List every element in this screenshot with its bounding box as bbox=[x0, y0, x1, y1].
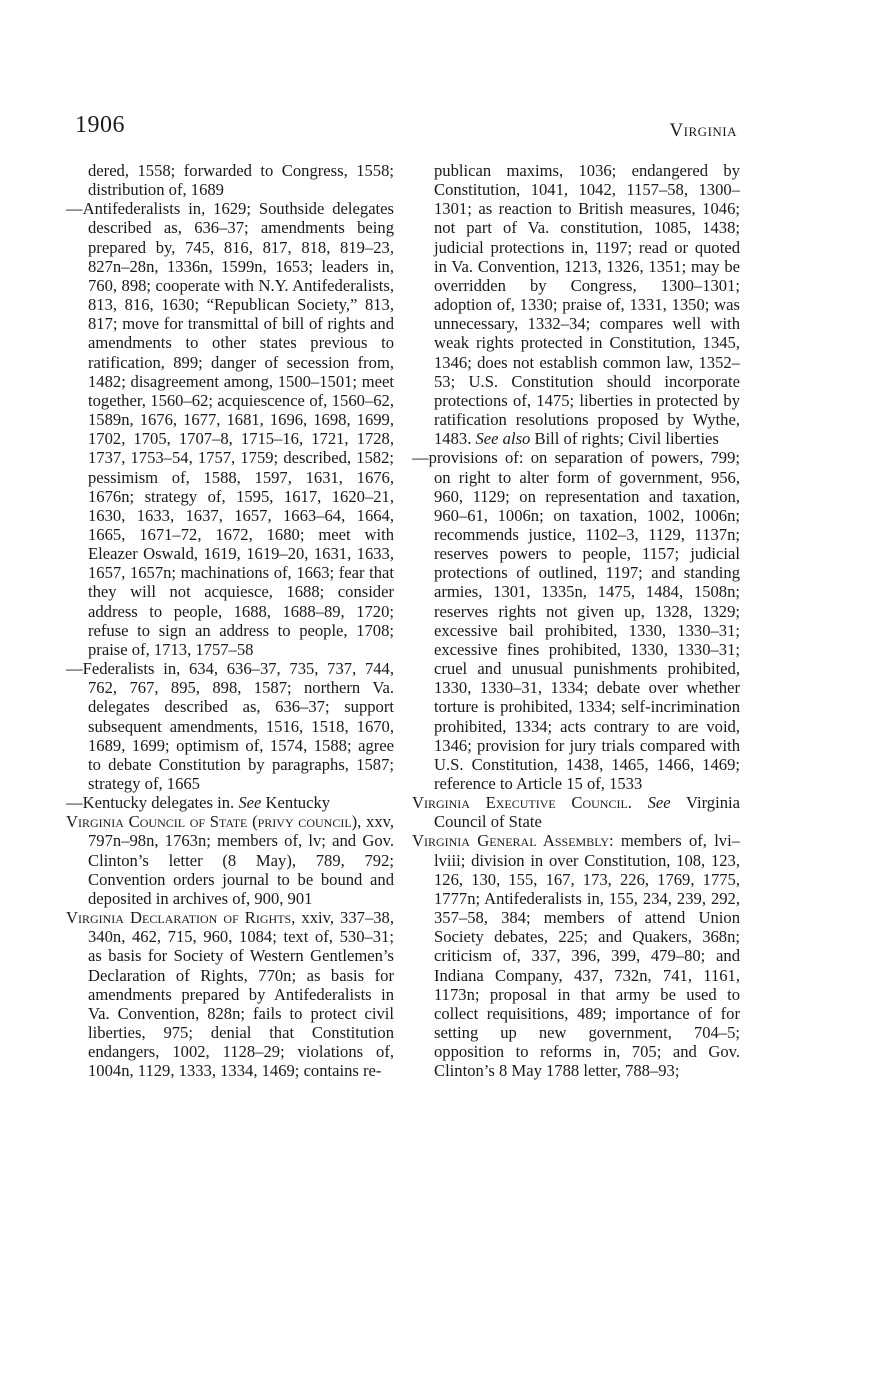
see-also-reference: See also bbox=[475, 429, 531, 449]
entry-virginia-executive-council bbox=[412, 793, 740, 831]
subentry-antifederalists: —Antifederalists in, 1629; Southside delegates described as, 636–37; amendments being prepared by, 745, 816, 817, 818, 819–23, 827n–28n, 1336n, 1599n, 1653; leaders in, 760, 898; cooperate with N.Y. Antifederalists, 813, 816, 1630; “Republican Society,” 813, 817; move for transmittal of bill of rights and amendments to other states previous to ratification, 899; danger of secession from, 1482; disagreement among, 1500–1501; meet together, 1560–62; acquiescence of, 1560–62, 1589n, 1676, 1677, 1681, 1696, 1698, 1699, 1702, 1705, 1707–8, 1715–16, 1721, 1728, 1737, 1753–54, 1757, 1759; described, 1582; pessimism of, 1588, 1597, 1631, 1676, 1676n; strategy of, 1595, 1617, 1620–21, 1630, 1633, 1637, 1657, 1663–64, 1664, 1665, 1671–72, 1672, 1680; meet with Eleazer Oswald, 1619, 1619–20, 1631, 1633, 1657, 1657n; machinations of, 1663; fear that they will not acquiesce, 1688; consider address to people, 1688, 1688–89, 1720; refuse to sign an address to people, 1708; praise of, 1713, 1757–58 bbox=[66, 199, 394, 659]
entry-heading: Virginia General Assembly: bbox=[412, 831, 614, 851]
entry-virginia-council-of-state bbox=[66, 812, 394, 908]
index-entry-continuation: dered, 1558; forwarded to Congress, 1558; distribution of, 1689 bbox=[88, 161, 394, 200]
page-number: 1906 bbox=[75, 112, 125, 138]
kentucky-target: Kentucky bbox=[265, 793, 331, 813]
right-column bbox=[412, 161, 740, 1081]
running-head: Virginia bbox=[669, 120, 737, 141]
entry-body: members of, lvi–lviii; division in over Constitution, 108, 123, 126, 130, 155, 167, 173, 226, 1769, 1775, 1777n; Antifederalists in, 155, 234, 239, 292, 357–58, 384; members of attend Union Society debates, 225; and Quakers, 368n; criticism of, 337, 396, 399, 479–80; and Indiana Company, 437, 732n, 741, 1161, 1173n; proposal in that army be used to collect requisitions, 489; importance of for setting up new government, 704–5; opposition to reforms in, 705; and Gov. Clinton’s 8 May 1788 letter, 788–93; bbox=[434, 831, 741, 1081]
entry-virginia-declaration-of-rights bbox=[66, 908, 394, 1080]
subentry-federalists: —Federalists in, 634, 636–37, 735, 737, 744, 762, 767, 895, 898, 1587; northern Va. delegates described as, 636–37; support subsequent amendments, 1516, 1518, 1670, 1689, 1699; optimism of, 1574, 1588; agree to debate Constitution by paragraphs, 1587; strategy of, 1665 bbox=[66, 659, 394, 793]
entry-body: xxv, 797n–98n, 1763n; members of, lv; and Gov. Clinton’s letter (8 May), 789, 792; Convention orders journal to be bound and deposited in archives of, 900, 901 bbox=[88, 812, 394, 908]
entry-heading: Virginia Council of State (privy council), bbox=[66, 812, 362, 832]
continuation-text: publican maxims, 1036; endangered by Constitution, 1041, 1042, 1157–58, 1300–1301; as reaction to British measures, 1046; not part of Va. constitution, 1085, 1438; judicial protections in, 1197; read or quoted in Va. Convention, 1213, 1326, 1351; may be overridden by Congress, 1300–1301; adoption of, 1330; praise of, 1331, 1350; was unnecessary, 1332–34; compares well with weak rights protected in Constitution, 1345, 1346; does not establish common law, 1352–53; U.S. Constitution should incorporate protections of, 1475; liberties in protected by ratification resolutions proposed by Wythe, 1483. bbox=[434, 161, 740, 449]
see-also-target: Bill of rights; Civil liberties bbox=[534, 429, 719, 449]
index-entry-continuation bbox=[412, 161, 740, 448]
left-column bbox=[66, 161, 394, 1081]
entry-virginia-general-assembly bbox=[412, 831, 740, 1080]
kentucky-text: —Kentucky delegates in. bbox=[66, 793, 235, 813]
subentry-kentucky-delegates bbox=[66, 793, 394, 812]
entry-body: xxiv, 337–38, 340n, 462, 715, 960, 1084; text of, 530–31; as basis for Society of Western Gentlemen’s Declaration of Rights, 770n; as basis for amendments prepared by Antifederalists in Va. Convention, 828n; fails to protect civil liberties, 975; denial that Constitution endangers, 1002, 1128–29; violations of, 1004n, 1129, 1333, 1334, 1469; contains re- bbox=[88, 908, 394, 1081]
see-reference: See bbox=[238, 793, 262, 813]
see-target: Virginia Council of State bbox=[434, 793, 740, 832]
entry-heading: Virginia Executive Council. bbox=[412, 793, 632, 813]
entry-heading: Virginia Declaration of Rights, bbox=[66, 908, 296, 928]
subentry-provisions: —provisions of: on separation of powers, 799; on right to alter form of government, 956, 960, 1129; on representation and taxation, 960–61, 1006n; on taxation, 1002, 1006n; recommends justice, 1102–3, 1129, 1137n; reserves powers to people, 1157; judicial protections of outlined, 1197; and standing armies, 1301, 1335n, 1475, 1484, 1508n; reserves rights not given up, 1328, 1329; excessive bail prohibited, 1330, 1330–31; excessive fines prohibited, 1330, 1330–31; cruel and unusual punishments prohibited, 1330, 1330–31, 1334; debate over whether torture is prohibited, 1334; self-incrimination prohibited, 1334; acts contrary to are void, 1346; provision for jury trials compared with U.S. Constitution, 1438, 1465, 1466, 1469; reference to Article 15 of, 1533 bbox=[412, 448, 740, 793]
see-reference: See bbox=[647, 793, 671, 813]
